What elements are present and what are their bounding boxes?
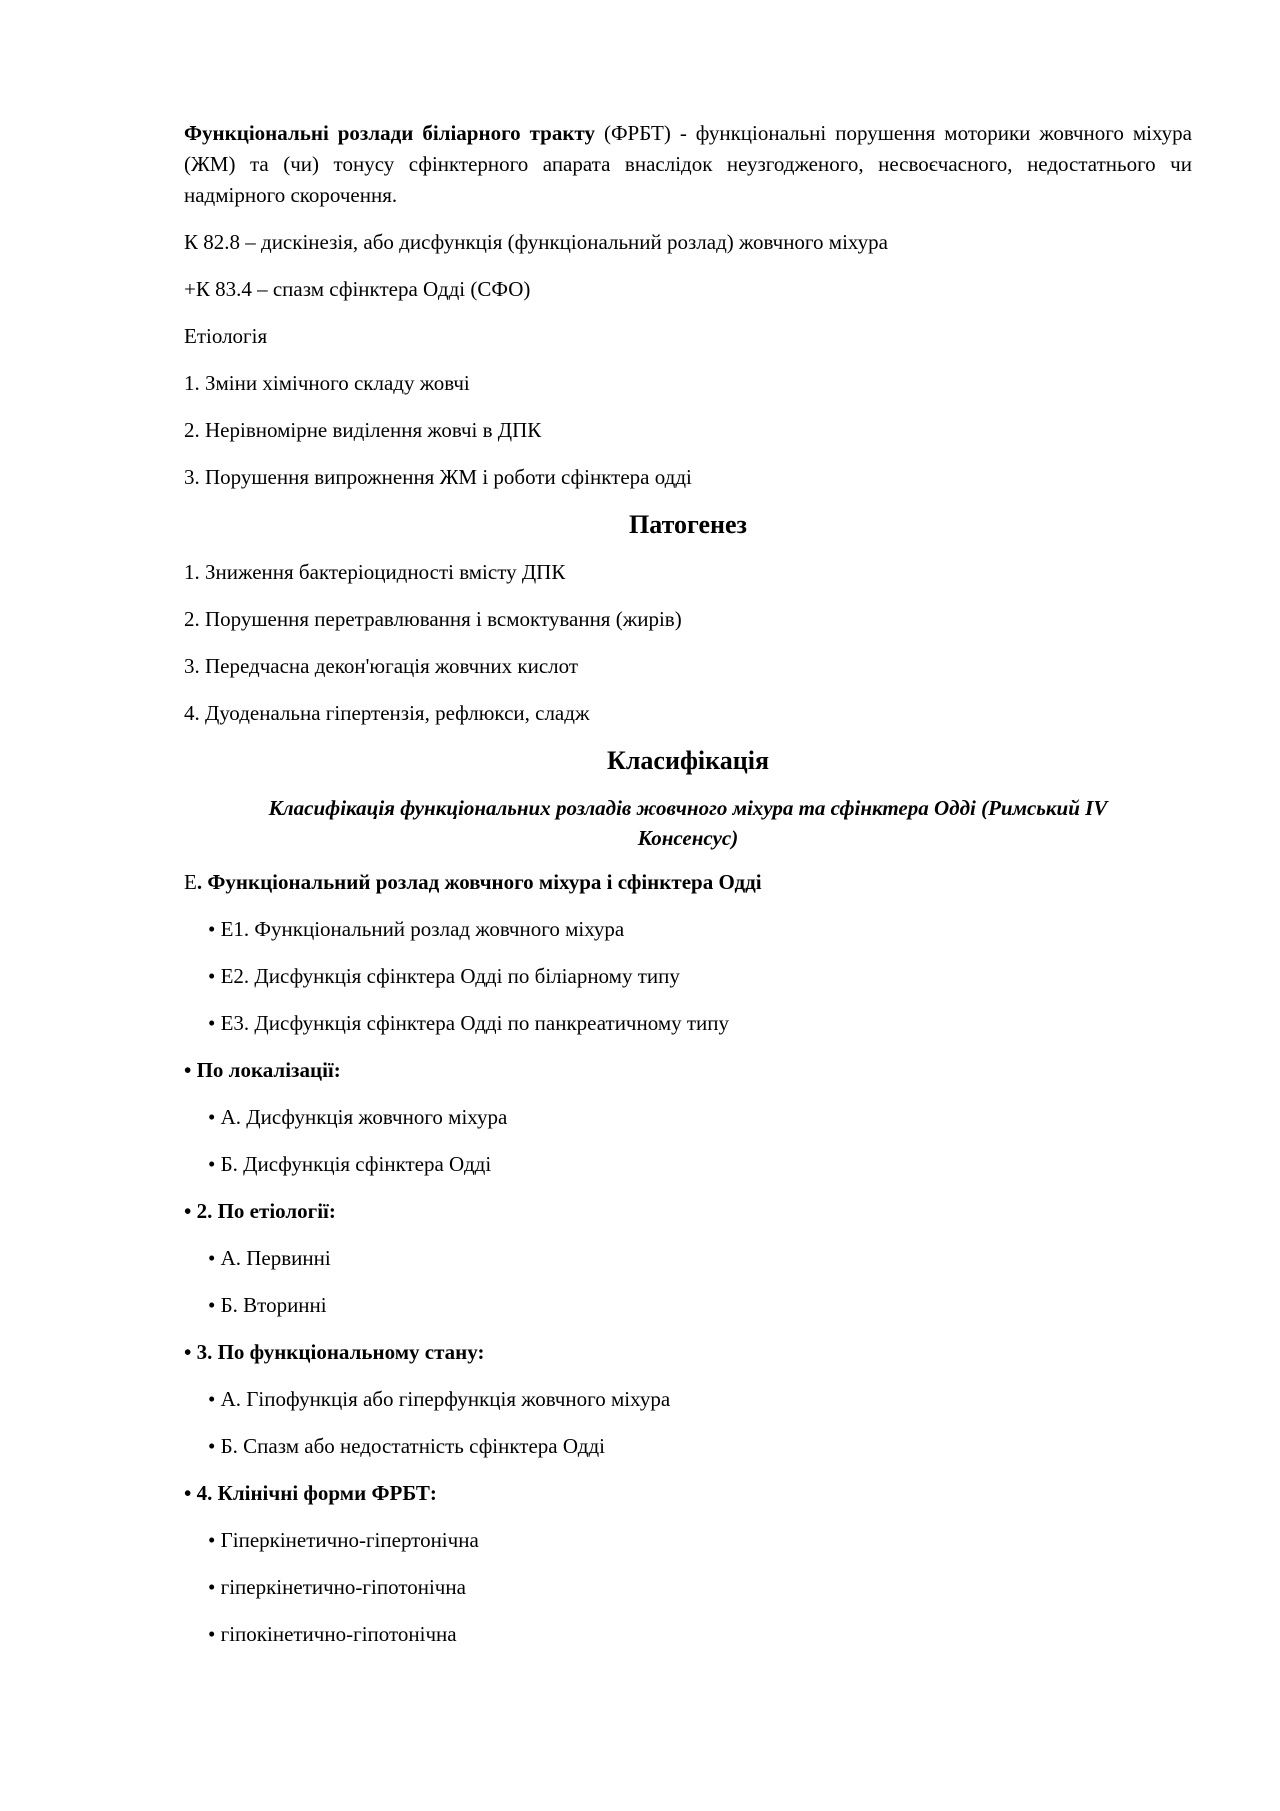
class-e-item: • Е2. Дисфункція сфінктера Одді по біліарному типу: [208, 964, 680, 988]
intro-paragraph: [184, 118, 1192, 211]
intro-term: Функціональні розлади біліарного тракту: [184, 121, 595, 145]
pathogenesis-heading: Патогенез: [629, 510, 747, 539]
etiology-item: 2. Нерівномірне виділення жовчі в ДПК: [184, 418, 542, 442]
intro-definition: (ФРБТ) - функціональні порушення моторики жовчного міхура (ЖМ) та (чи) тонусу сфінктерного апарата внаслідок неузгодженого, несвоєчасного, недостатнього чи надмірного скорочення.: [184, 121, 1192, 207]
class-e-label: . Функціональний розлад жовчного міхура і сфінктера Одді: [196, 870, 762, 894]
clinical-item: • гіперкінетично-гіпотонічна: [208, 1575, 466, 1599]
etiology-item: 3. Порушення випрожнення ЖМ і роботи сфінктера одді: [184, 465, 692, 489]
pathogenesis-item: 4. Дуоденальна гіпертензія, рефлюкси, сладж: [184, 701, 590, 725]
class-e-item: • Е3. Дисфункція сфінктера Одді по панкреатичному типу: [208, 1011, 730, 1035]
document-content: [184, 118, 1192, 1666]
clinical-item: • гіпокінетично-гіпотонічна: [208, 1622, 457, 1646]
clinical-item: • Гіперкінетично-гіпертонічна: [208, 1528, 479, 1552]
functional-title: • 3. По функціональному стану:: [184, 1340, 485, 1364]
class-e-prefix: Е: [184, 870, 197, 894]
etiology-class-item: • А. Первинні: [208, 1246, 331, 1270]
pathogenesis-item: 3. Передчасна декон'югація жовчних кислот: [184, 654, 579, 678]
pathogenesis-item: 2. Порушення перетравлювання і всмоктування (жирів): [184, 607, 682, 631]
code-k83: +К 83.4 – спазм сфінктера Одді (СФО): [184, 277, 531, 301]
localization-item: • А. Дисфункція жовчного міхура: [208, 1105, 508, 1129]
localization-item: • Б. Дисфункція сфінктера Одді: [208, 1152, 492, 1176]
class-e-item: • Е1. Функціональний розлад жовчного міхура: [208, 917, 625, 941]
etiology-class-item: • Б. Вторинні: [208, 1293, 327, 1317]
etiology-title: Етіологія: [184, 324, 268, 348]
clinical-title: • 4. Клінічні форми ФРБТ:: [184, 1481, 437, 1505]
classification-subtitle-line2: Консенсус): [637, 826, 739, 850]
code-k82: К 82.8 – дискінезія, або дисфункція (функціональний розлад) жовчного міхура: [184, 230, 888, 254]
functional-item: • Б. Спазм або недостатність сфінктера Одді: [208, 1434, 605, 1458]
localization-title: • По локалізації:: [184, 1058, 341, 1082]
classification-subtitle: [184, 793, 1192, 853]
pathogenesis-item: 1. Зниження бактеріоцидності вмісту ДПК: [184, 560, 566, 584]
class-e-title: [184, 867, 1192, 898]
etiology-item: 1. Зміни хімічного складу жовчі: [184, 371, 470, 395]
etiology-class-title: • 2. По етіології:: [184, 1199, 336, 1223]
classification-subtitle-line1: Класифікація функціональних розладів жовчного міхура та сфінктера Одді (Римський IV: [268, 796, 1108, 820]
classification-heading: Класифікація: [606, 746, 770, 775]
functional-item: • А. Гіпофункція або гіперфункція жовчного міхура: [208, 1387, 671, 1411]
